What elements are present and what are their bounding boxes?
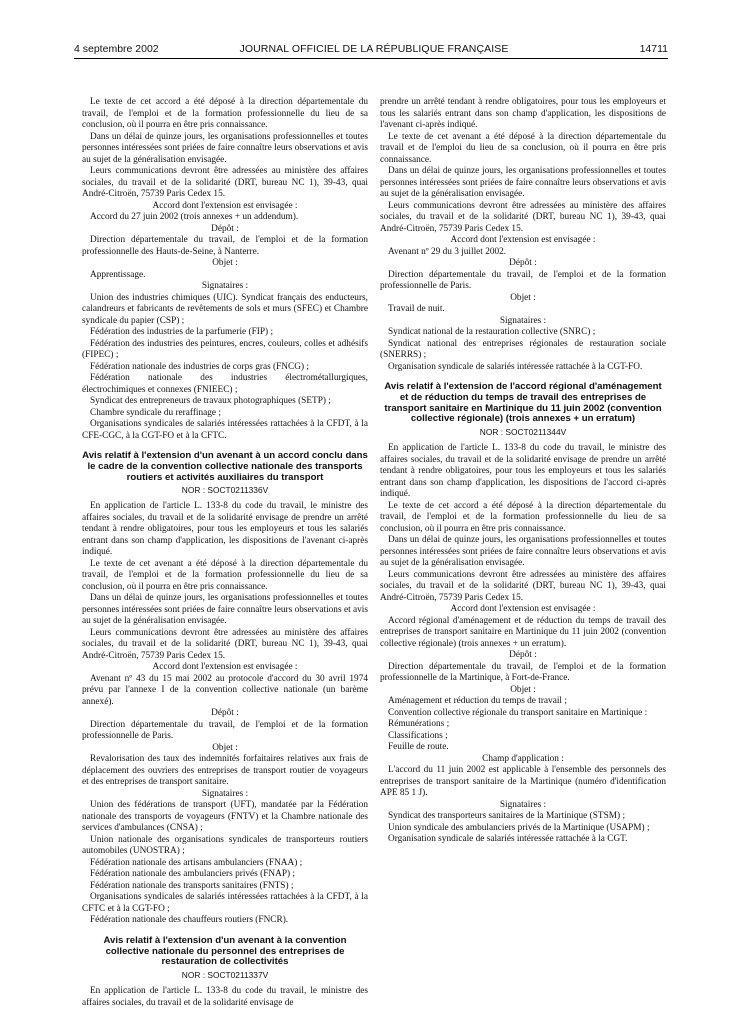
subheading: Objet : [510,684,536,695]
subheading: Signataires : [499,315,547,326]
paragraph: Fédération nationale des chauffeurs routiers (FNCR). [90,915,289,926]
subheading: Dépôt : [211,223,239,234]
paragraph: Convention collective régionale du transport sanitaire en Martinique : [388,707,648,718]
paragraph: En application de l'article L. 133-8 du code du travail, le ministre des affaires sociales, du travail et de la solidarité envisage de prendre un arrêté tendant à rendre obligatoires, pour tous les employeurs et tous les salariés entrant dans son champ d'application, les dispositions de l'avenant ci-après indiqué. [82,501,368,558]
subheading: Dépôt : [211,708,239,719]
journal-title: JOURNAL OFFICIEL DE LA RÉPUBLIQUE FRANÇAISE [239,43,509,55]
paragraph: Syndicat des entrepreneurs de travaux photographiques (SETP) ; [90,396,331,406]
paragraph: Direction départementale du travail, de l'emploi et de la formation professionnelle de la Martinique, à Fort-de-France. [380,661,666,684]
paragraph: Fédération nationale des ambulanciers privés (FNAP) ; [90,869,295,880]
paragraph: Leurs communications devront être adressées au ministère des affaires sociales, du travail et de la solidarité (DRT, bureau NC 1), 39-43, quai André-Citroën, 75739 Paris Cedex 15. [380,200,666,234]
subheading: Signataires : [201,281,249,291]
paragraph: Fédération des industries des peintures, encres, couleurs, colles et adhésifs (FIPEC) ; [82,338,368,360]
subheading: Objet : [510,292,536,303]
paragraph: Organisations syndicales de salariés intéressées rattachées à la CFDT, à la CFTC et à la CGT-FO ; [82,892,368,914]
paragraph: Fédération nationale des industries électrométallurgiques, électrochimiques et connexes (FNIEEC) ; [82,373,368,395]
notice-heading: Avis relatif à l'extension de l'accord régional d'aménagement et de réduction du temps de travail des entreprises de transport sanitaire en Martinique du 11 juin 2002 (convention collective régionale) (trois annexes + un erratum) [384,381,662,425]
paragraph: Syndicat des transporteurs sanitaires de la Martinique (STSM) ; [388,811,626,822]
paragraph: Dans un délai de quinze jours, les organisations professionnelles et toutes personnes intéressées sont priées de faire connaître leurs observations et avis au sujet de la généralisation envisagée. [82,131,368,165]
paragraph: Le texte de cet avenant a été déposé à la direction départementale du travail et de l'emploi du lieu de sa conclusion, où il pourra en être pris connaissance. [380,131,666,165]
paragraph: Organisations syndicales de salariés intéressées rattachées à la CFDT, à la CFE-CGC, à la CGT-FO et à la CFTC. [82,419,368,441]
page-header [0,43,748,57]
paragraph: Classifications ; [388,730,448,741]
paragraph: Revalorisation des taux des indemnités forfaitaires relatives aux frais de déplacement des ouvriers des entreprises de transport routier de voyageurs et des entreprises de transport sanitaire. [82,754,368,788]
subheading: Dépôt : [509,258,537,268]
paragraph: Direction départementale du travail, de l'emploi et de la formation professionnelle de Paris. [380,269,666,291]
left-column [82,97,368,1008]
paragraph: Aménagement et réduction du temps de travail ; [388,696,567,707]
subheading: Accord dont l'extension est envisagée : [450,604,596,615]
paragraph: Le texte de cet accord a été déposé à la direction départementale du travail, de l'emploi et de la formation professionnelle du lieu de sa conclusion, où il pourra en être pris connaissance. [82,97,368,130]
nor-reference: NOR : SOCT0211336V [181,485,269,496]
paragraph: L'accord du 11 juin 2002 est applicable à l'ensemble des personnels des entreprises de transport sanitaire de la Martinique (numéro d'identification APE 85 1 J). [380,765,666,799]
subheading: Dépôt : [509,650,537,661]
paragraph: Leurs communications devront être adressées au ministère des affaires sociales, du travail et de la solidarité (DRT, bureau NC 1), 39-43, quai André-Citroën, 75739 Paris Cedex 15. [380,569,666,603]
subheading: Champ d'application : [482,753,564,764]
subheading: Signataires : [201,788,249,799]
nor-reference: NOR : SOCT0211337V [181,970,269,981]
paragraph: Fédération des industries de la parfumerie (FIP) ; [90,327,274,337]
paragraph: Avenant nº 29 du 3 juillet 2002. [388,246,507,257]
paragraph: En application de l'article L. 133-8 du code du travail, le ministre des affaires sociales, du travail et de la solidarité envisage de [82,986,368,1008]
subheading: Accord dont l'extension est envisagée : [152,662,298,673]
paragraph: Organisation syndicale de salariés intéressée rattachée à la CGT-FO. [388,361,643,372]
header-date: 4 septembre 2002 [74,43,159,55]
paragraph: Travail de nuit. [388,304,445,314]
paragraph: Le texte de cet accord a été déposé à la direction départementale du travail, de l'emploi et de la formation professionnelle du lieu de sa conclusion, où il pourra en être pris connaissance. [380,500,666,534]
paragraph: Accord régional d'aménagement et de réduction du temps de travail des entreprises de transport sanitaire en Martinique du 11 juin 2002 (convention collective régionale) (trois annexes + un erratum). [380,615,666,649]
paragraph: prendre un arrêté tendant à rendre obligatoires, pour tous les employeurs et tous les salariés entrant dans son champ d'application, les dispositions de l'avenant ci-après indiqué. [380,97,666,130]
paragraph: Fédération nationale des transports sanitaires (FNTS) ; [90,880,294,891]
paragraph: Accord du 27 juin 2002 (trois annexes + un addendum). [90,212,299,222]
paragraph: Dans un délai de quinze jours, les organisations professionnelles et toutes personnes intéressées sont priées de faire connaître leurs observations et avis au sujet de la généralisation envisagée. [380,535,666,569]
paragraph: Union des industries chimiques (UIC). Syndicat français des enducteurs, calandreurs et fabricants de revêtements de sols et murs (SFEC) et Chambre syndicale du papier (CSP) ; [82,292,368,326]
paragraph: Leurs communications devront être adressées au ministère des affaires sociales, du travail et de la solidarité (DRT, bureau NC 1), 39-43, quai André-Citroën, 75739 Paris Cedex 15. [82,166,368,199]
subheading: Objet : [212,258,238,268]
paragraph: Le texte de cet avenant a été déposé à la direction départementale du travail, de l'emploi et de la formation professionnelle du lieu de sa conclusion, où il pourra en être pris connaissance. [82,558,368,592]
nor-reference: NOR : SOCT0211344V [479,427,567,438]
right-column [380,97,666,977]
subheading: Accord dont l'extension est envisagée : [450,235,596,245]
paragraph: Chambre syndicale du reraffinage ; [90,407,221,418]
paragraph: Dans un délai de quinze jours, les organisations professionnelles et toutes personnes intéressées sont priées de faire connaître leurs observations et avis au sujet de la généralisation envisagée. [380,166,666,199]
notice-heading: Avis relatif à l'extension d'un avenant à un accord conclu dans le cadre de la convention collective nationale des transports routiers et activités auxiliaires du transport [82,450,368,483]
paragraph: Avenant nº 43 du 15 mai 2002 au protocole d'accord du 30 avril 1974 prévu par l'annexe I de la convention collective nationale (un barème annexé). [82,673,368,707]
paragraph: Apprentissage. [90,269,146,280]
paragraph: Direction départementale du travail, de l'emploi et de la formation professionnelle des Hauts-de-Seine, à Nanterre. [82,235,368,257]
paragraph: Syndicat national de la restauration collective (SNRC) ; [388,327,596,337]
paragraph: En application de l'article L. 133-8 du code du travail, le ministre des affaires sociales, du travail et de la solidarité envisage de prendre un arrêté tendant à rendre obligatoires, pour tous les employeurs et tous les salariés entrant dans son champ d'application, les dispositions de l'accord ci-après indiqué. [380,443,666,500]
paragraph: Union syndicale des ambulanciers privés de la Martinique (USAPM) ; [388,822,650,833]
header-rule [74,58,668,59]
notice-heading: Avis relatif à l'extension d'un avenant à la convention collective nationale du personnel des entreprises de restauration de collectivités [103,934,347,968]
paragraph: Union nationale des organisations syndicales de transporteurs routiers automobiles (UNOSTRA) ; [82,834,368,857]
paragraph: Fédération nationale des industries de corps gras (FNCG) ; [90,361,309,372]
paragraph: Syndicat national des entreprises régionales de restauration sociale (SNERRS) ; [380,338,666,360]
paragraph: Rémunérations ; [388,719,450,730]
paragraph: Fédération nationale des artisans ambulanciers (FNAA) ; [90,857,303,868]
subheading: Signataires : [499,799,547,810]
paragraph: Union des fédérations de transport (UFT), mandatée par la Fédération nationale des transports de voyageurs (FNTV) et la Chambre nationale des services d'ambulances (CNSA) ; [82,800,368,834]
paragraph: Direction départementale du travail, de l'emploi et de la formation professionnelle de Paris. [82,719,368,742]
paragraph: Organisation syndicale de salariés intéressée rattachée à la CGT. [388,834,628,845]
page-number: 14711 [639,43,668,55]
paragraph: Dans un délai de quinze jours, les organisations professionnelles et toutes personnes intéressées sont priées de faire connaître leurs observations et avis au sujet de la généralisation envisagée. [82,593,368,627]
paragraph: Leurs communications devront être adressées au ministère des affaires sociales, du travail et de la solidarité (DRT, bureau NC 1), 39-43, quai André-Citroën, 75739 Paris Cedex 15. [82,627,368,661]
subheading: Objet : [212,742,238,753]
paragraph: Feuille de route. [388,742,449,753]
subheading: Accord dont l'extension est envisagée : [152,200,298,211]
